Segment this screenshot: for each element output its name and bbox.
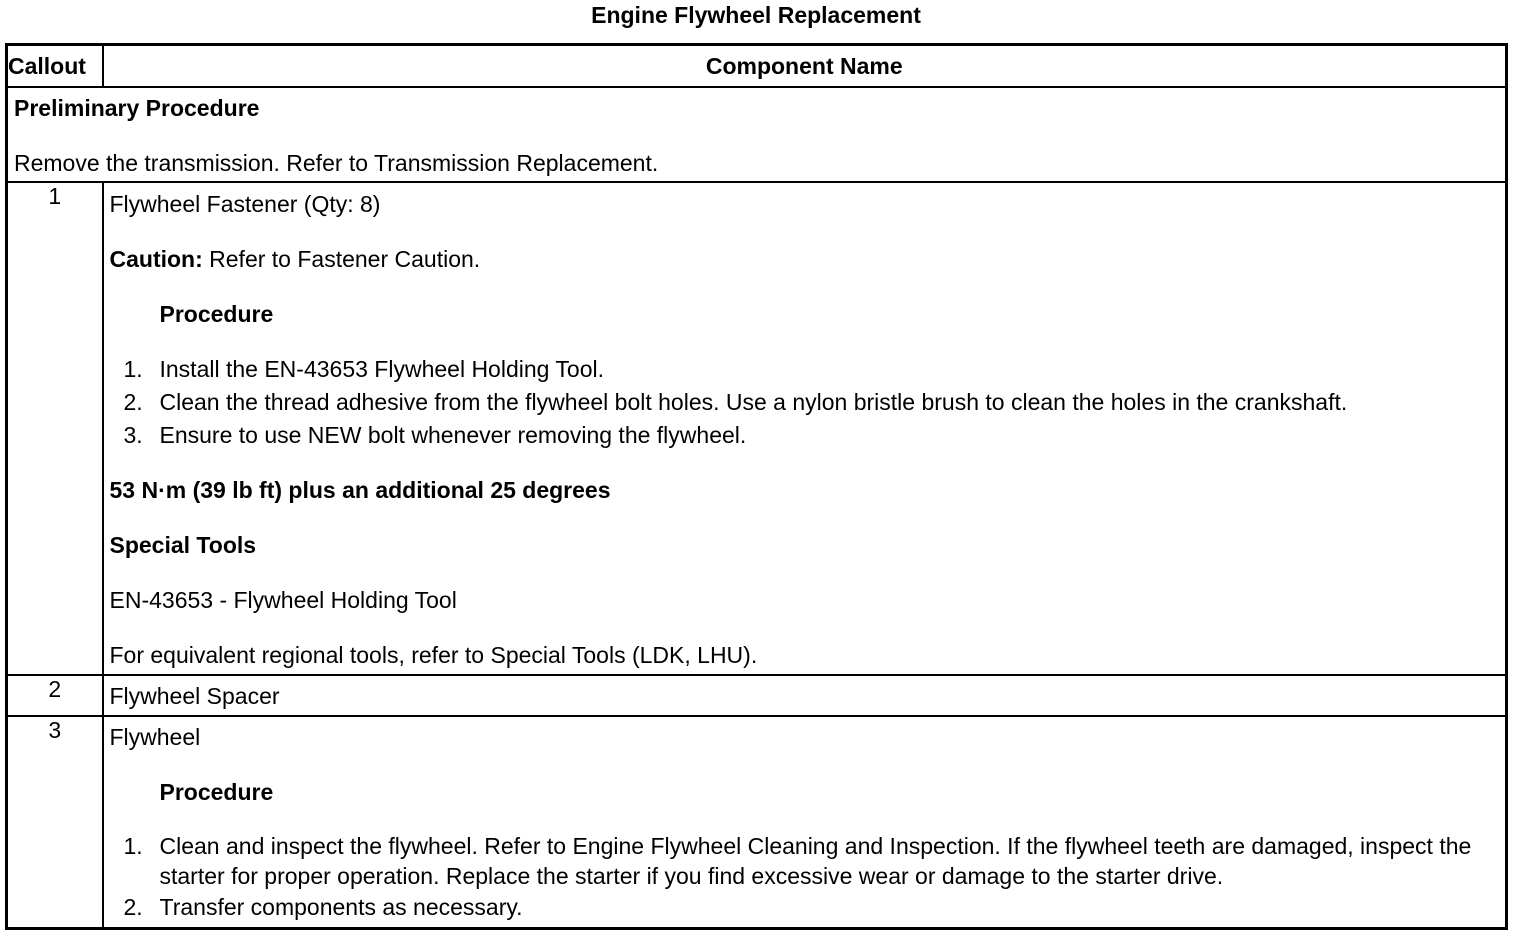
- list-item: 2. Clean the thread adhesive from the flywheel bolt holes. Use a nylon bristle brush to clean the holes in the crankshaft.: [123, 389, 1348, 415]
- callout-number: 1: [7, 182, 103, 675]
- procedure-steps: [110, 353, 1500, 452]
- callout-number: 2: [7, 675, 103, 716]
- torque-spec: 53 N·m (39 lb ft) plus an additional 25 degrees: [109, 477, 611, 503]
- preliminary-procedure-row: [7, 87, 1507, 182]
- caution-note: [110, 246, 1500, 273]
- list-item: 1. Clean and inspect the flywheel. Refer to Engine Flywheel Cleaning and Inspection. If the flywheel teeth are damaged, inspect the starter for proper operation. Replace the starter if you find excessive wear or damage to the starter drive.: [123, 833, 1472, 889]
- table-row: [7, 716, 1507, 929]
- preliminary-procedure-text: Remove the transmission. Refer to Transmission Replacement.: [14, 150, 659, 176]
- component-name: Flywheel Fastener (Qty: 8): [109, 191, 381, 217]
- table-row: [7, 675, 1507, 716]
- list-item: 1. Install the EN-43653 Flywheel Holding Tool.: [123, 356, 604, 382]
- page-title: Engine Flywheel Replacement: [591, 2, 921, 28]
- table-header-row: [7, 45, 1507, 88]
- procedure-steps: [110, 831, 1500, 924]
- caution-label: Caution:: [109, 246, 203, 272]
- component-table: [5, 43, 1508, 930]
- table-row: [7, 182, 1507, 675]
- callout-number: 3: [7, 716, 103, 929]
- procedure-heading: Procedure: [159, 779, 274, 805]
- regional-tools-note: For equivalent regional tools, refer to Special Tools (LDK, LHU).: [109, 642, 758, 668]
- list-item: 2. Transfer components as necessary.: [123, 894, 523, 920]
- procedure-heading: Procedure: [159, 301, 274, 327]
- special-tool-item: EN-43653 - Flywheel Holding Tool: [109, 587, 457, 613]
- preliminary-procedure-heading: Preliminary Procedure: [14, 95, 260, 121]
- component-name-column-header: Component Name: [103, 45, 1507, 88]
- component-name: Flywheel Spacer: [109, 683, 280, 709]
- list-item: 3. Ensure to use NEW bolt whenever removing the flywheel.: [123, 422, 747, 448]
- callout-column-header: Callout: [7, 45, 103, 88]
- component-name: Flywheel: [109, 724, 201, 750]
- caution-text: Refer to Fastener Caution.: [202, 246, 481, 272]
- special-tools-heading: Special Tools: [109, 532, 257, 558]
